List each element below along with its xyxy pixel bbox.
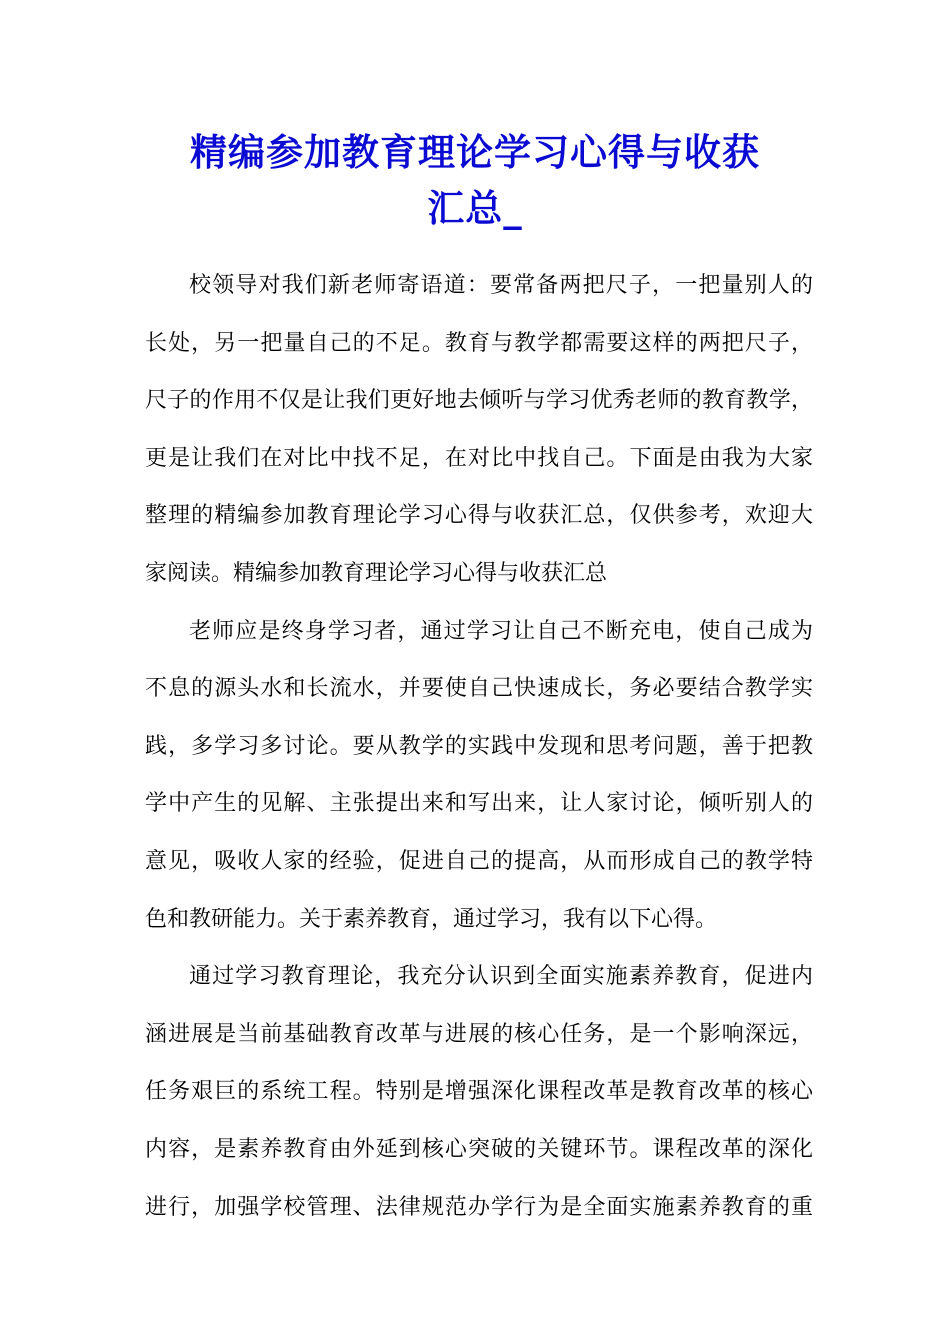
paragraph-1-line: 家阅读。精编参加教育理论学习心得与收获汇总 xyxy=(145,560,608,586)
paragraph-1-line: 整理的精编参加教育理论学习心得与收获汇总，仅供参考，欢迎大 xyxy=(145,503,813,529)
paragraph-1-line: 更是让我们在对比中找不足，在对比中找自己。下面是由我为大家 xyxy=(145,445,813,471)
paragraph-1-line: 尺子的作用不仅是让我们更好地去倾听与学习优秀老师的教育教学， xyxy=(145,388,813,414)
title-line: 精编参加教育理论学习心得与收获 xyxy=(190,130,760,174)
paragraph-3-line: 涵进展是当前基础教育改革与进展的核心任务，是一个影响深远， xyxy=(145,1021,813,1047)
paragraph-2-line: 学中产生的见解、主张提出来和写出来，让人家讨论，倾听别人的 xyxy=(145,791,813,817)
paragraph-3-line: 内容，是素养教育由外延到核心突破的关键环节。课程改革的深化 xyxy=(145,1136,813,1162)
document-title xyxy=(120,124,830,236)
paragraph-2-line: 色和教研能力。关于素养教育，通过学习，我有以下心得。 xyxy=(145,906,718,932)
paragraph-3-line: 任务艰巨的系统工程。特别是增强深化课程改革是教育改革的核心 xyxy=(145,1079,813,1105)
paragraph-2-line: 老师应是终身学习者，通过学习让自己不断充电，使自己成为 xyxy=(189,618,813,644)
paragraph-1-line: 校领导对我们新老师寄语道：要常备两把尺子，一把量别人的 xyxy=(189,273,813,298)
paragraph-3-line: 通过学习教育理论，我充分认识到全面实施素养教育，促进内 xyxy=(189,964,813,990)
paragraph-2-line: 不息的源头水和长流水，并要使自己快速成长，务必要结合教学实 xyxy=(145,676,813,702)
paragraph-2-line: 意见，吸收人家的经验，促进自己的提高，从而形成自己的教学特 xyxy=(145,848,813,874)
document-body xyxy=(145,257,813,1236)
title-line: 汇总_ xyxy=(427,186,523,230)
paragraph-2-line: 践，多学习多讨论。要从教学的实践中发现和思考问题，善于把教 xyxy=(145,733,813,759)
paragraph-1-line: 长处，另一把量自己的不足。教育与教学都需要这样的两把尺子， xyxy=(145,330,813,356)
paragraph-3-line: 进行，加强学校管理、法律规范办学行为是全面实施素养教育的重 xyxy=(145,1194,813,1220)
